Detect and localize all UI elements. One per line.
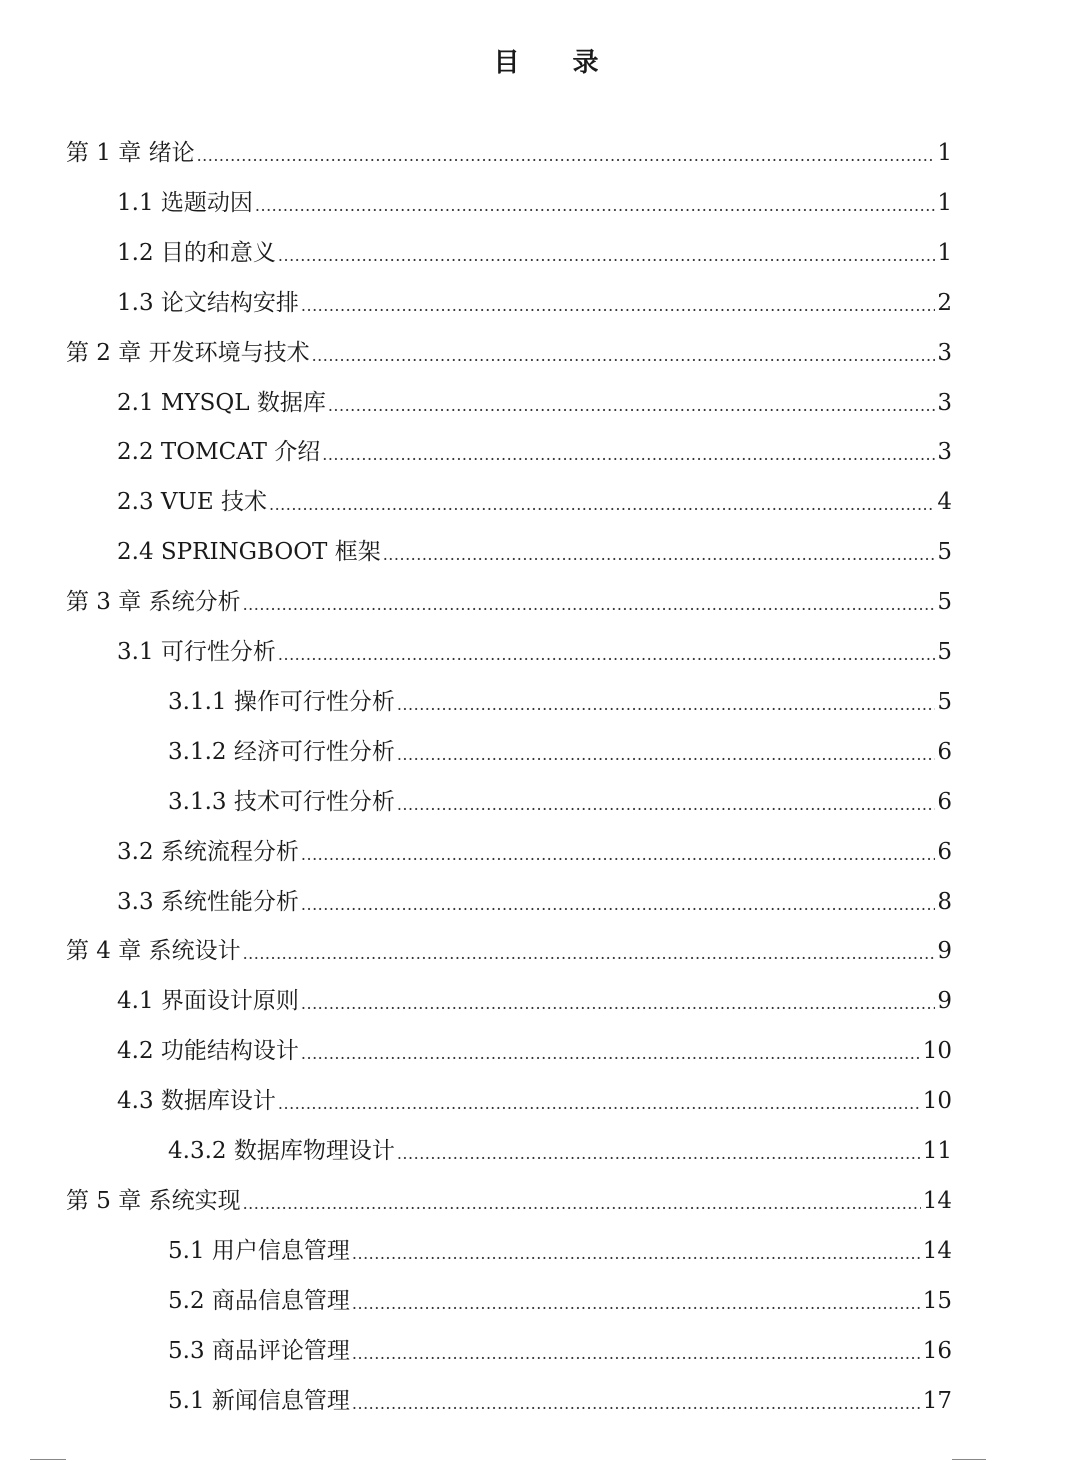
- toc-dot-leader: [397, 688, 936, 720]
- toc-entry[interactable]: [66, 128, 952, 178]
- toc-entry[interactable]: [168, 677, 952, 727]
- toc-entry-label: 第 5 章 系统实现: [66, 1187, 241, 1214]
- toc-entry-label: 2.1 MYSQL 数据库: [117, 389, 326, 416]
- toc-dot-leader: [301, 1037, 921, 1069]
- toc-entry[interactable]: [168, 1226, 952, 1276]
- toc-entry-label: 第 3 章 系统分析: [66, 589, 241, 616]
- toc-entry-page-number: 5: [937, 688, 952, 715]
- toc-entry-page-number: 10: [922, 1038, 952, 1065]
- toc-entry[interactable]: [117, 477, 952, 527]
- toc-entry[interactable]: [117, 827, 952, 877]
- toc-entry-page-number: 1: [937, 140, 952, 166]
- toc-entry-label: 3.1.1 操作可行性分析: [168, 688, 395, 715]
- toc-entry[interactable]: [117, 228, 952, 278]
- toc-entry[interactable]: [117, 877, 952, 927]
- toc-entry-page-number: 14: [922, 1187, 952, 1214]
- toc-dot-leader: [397, 738, 936, 770]
- toc-entry[interactable]: [117, 1026, 952, 1076]
- toc-entry[interactable]: [168, 1376, 952, 1426]
- toc-entry[interactable]: [117, 627, 952, 677]
- page-corner-mark-right: [952, 1459, 986, 1460]
- toc-entry[interactable]: [117, 278, 952, 328]
- toc-entry-label: 第 2 章 开发环境与技术: [66, 339, 310, 366]
- toc-entry[interactable]: [66, 1176, 952, 1226]
- toc-dot-leader: [243, 1187, 921, 1219]
- toc-dot-leader: [352, 1237, 921, 1269]
- toc-entry-page-number: 5: [937, 589, 952, 616]
- toc-dot-leader: [255, 189, 935, 221]
- toc-dot-leader: [322, 438, 935, 470]
- toc-entry-label: 2.4 SPRINGBOOT 框架: [117, 539, 381, 566]
- toc-dot-leader: [301, 838, 935, 870]
- toc-dot-leader: [352, 1287, 921, 1319]
- toc-entry[interactable]: [117, 527, 952, 577]
- toc-dot-leader: [269, 488, 935, 520]
- toc-entry-label: 5.1 用户信息管理: [168, 1237, 350, 1264]
- toc-dot-leader: [397, 1137, 921, 1169]
- toc-entry-label: 4.1 界面设计原则: [117, 988, 299, 1015]
- toc-entry-page-number: 6: [937, 738, 952, 765]
- toc-entry-label: 第 4 章 系统设计: [66, 938, 241, 965]
- toc-dot-leader: [278, 239, 935, 271]
- toc-entry[interactable]: [168, 777, 952, 827]
- toc-entry[interactable]: [66, 926, 952, 976]
- toc-entry-page-number: 15: [922, 1287, 952, 1314]
- toc-entry[interactable]: [66, 328, 952, 378]
- toc-entry-page-number: 6: [937, 788, 952, 815]
- toc-entry-page-number: 3: [937, 439, 952, 466]
- toc-entry-page-number: 1: [937, 239, 952, 266]
- toc-entry-page-number: 5: [937, 639, 952, 665]
- toc-entry-label: 3.2 系统流程分析: [117, 838, 299, 865]
- toc-entry-label: 3.1.2 经济可行性分析: [168, 738, 395, 765]
- toc-entry[interactable]: [117, 1076, 952, 1126]
- toc-entry-page-number: 10: [922, 1088, 952, 1115]
- toc-dot-leader: [243, 588, 936, 620]
- toc-entry-page-number: 14: [922, 1237, 952, 1264]
- toc-dot-leader: [301, 289, 935, 321]
- toc-entry-page-number: 9: [937, 938, 952, 965]
- toc-dot-leader: [301, 888, 935, 920]
- toc-entry-page-number: 16: [922, 1337, 952, 1364]
- toc-dot-leader: [301, 987, 935, 1019]
- toc-entry-page-number: 3: [937, 389, 952, 416]
- toc-entry-page-number: 6: [937, 838, 952, 865]
- toc-entry-label: 1.2 目的和意义: [117, 239, 276, 266]
- page-title: 目 录: [493, 48, 621, 78]
- toc-entry-label: 5.2 商品信息管理: [168, 1287, 350, 1314]
- toc-entry[interactable]: [66, 577, 952, 627]
- toc-entry-label: 2.3 VUE 技术: [117, 489, 267, 516]
- toc-entry-label: 第 1 章 绪论: [66, 140, 195, 166]
- toc-entry-label: 1.3 论文结构安排: [117, 289, 299, 316]
- toc-entry[interactable]: [117, 178, 952, 228]
- toc-dot-leader: [312, 339, 936, 371]
- toc-entry-page-number: 17: [922, 1387, 952, 1414]
- toc-entry[interactable]: [168, 1126, 952, 1176]
- toc-entry-label: 4.3.2 数据库物理设计: [168, 1138, 395, 1164]
- toc-entry-label: 4.2 功能结构设计: [117, 1038, 299, 1065]
- toc-entry[interactable]: [168, 1326, 952, 1376]
- toc-entry[interactable]: [117, 378, 952, 428]
- toc-entry-page-number: 4: [937, 489, 952, 516]
- toc-entry-page-number: 2: [937, 289, 952, 316]
- toc-dot-leader: [243, 937, 936, 969]
- toc-dot-leader: [197, 139, 936, 171]
- toc-entry-label: 3.3 系统性能分析: [117, 888, 299, 915]
- toc-dot-leader: [383, 538, 936, 570]
- toc-entry-page-number: 3: [937, 339, 952, 366]
- toc-entry-label: 1.1 选题动因: [117, 189, 253, 216]
- toc-dot-leader: [352, 1337, 921, 1369]
- toc-dot-leader: [278, 638, 935, 670]
- toc-entry-label: 5.3 商品评论管理: [168, 1337, 350, 1364]
- toc-dot-leader: [397, 788, 936, 820]
- toc-dot-leader: [352, 1387, 921, 1419]
- toc-entry-label: 2.2 TOMCAT 介绍: [117, 439, 321, 466]
- toc-dot-leader: [328, 389, 936, 421]
- toc-entry-label: 4.3 数据库设计: [117, 1088, 276, 1115]
- toc-entry-label: 5.1 新闻信息管理: [168, 1387, 350, 1414]
- toc-entry[interactable]: [168, 1276, 952, 1326]
- toc-entry[interactable]: [117, 976, 952, 1026]
- toc-entry[interactable]: [117, 427, 952, 477]
- toc-entry-page-number: 5: [937, 539, 952, 566]
- toc-entry-label: 3.1 可行性分析: [117, 639, 276, 665]
- toc-entry-page-number: 8: [937, 888, 952, 915]
- toc-entry-page-number: 9: [937, 988, 952, 1015]
- toc-entry[interactable]: [168, 727, 952, 777]
- toc-entry-label: 3.1.3 技术可行性分析: [168, 788, 395, 815]
- toc-dot-leader: [278, 1087, 921, 1119]
- toc-entry-page-number: 1: [937, 189, 952, 216]
- toc-entry-page-number: 11: [922, 1138, 952, 1164]
- page-corner-mark-left: [30, 1459, 66, 1460]
